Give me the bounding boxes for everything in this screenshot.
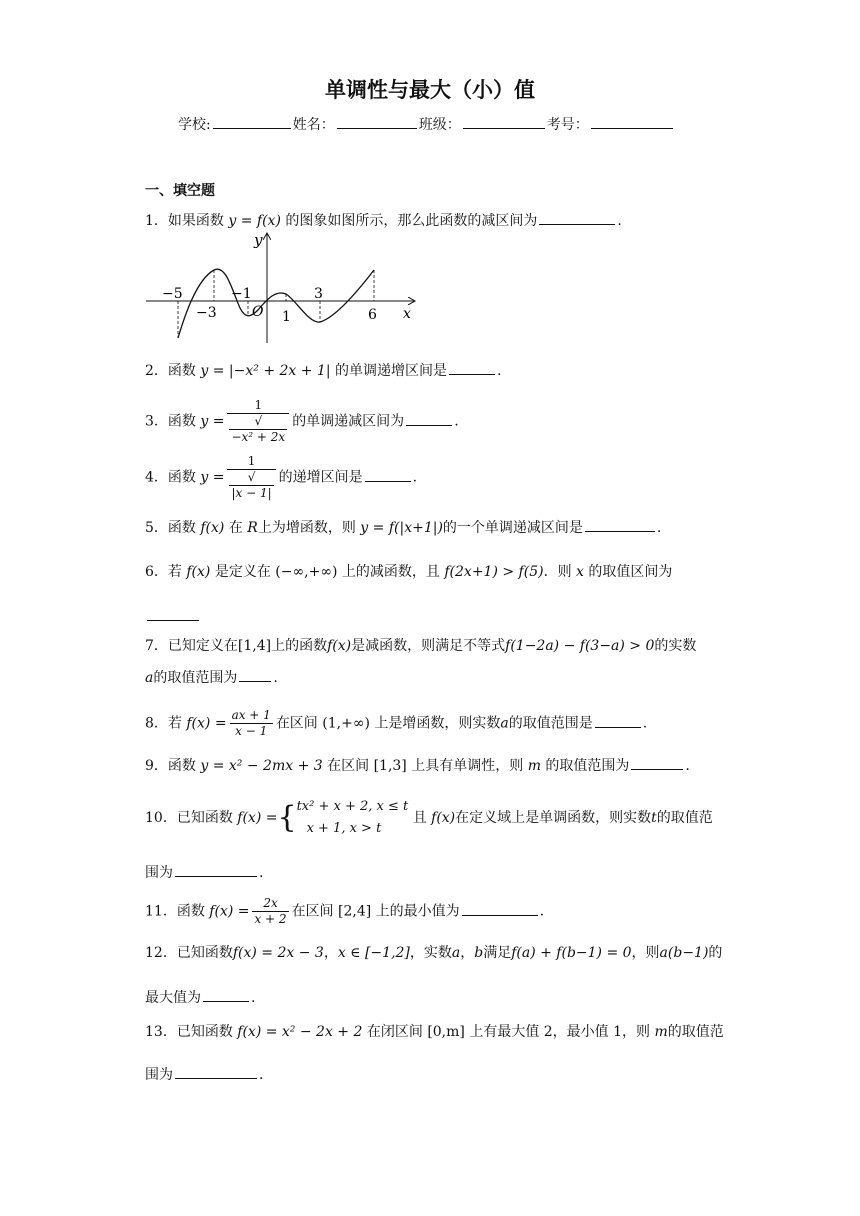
number-blank[interactable]	[591, 114, 673, 129]
answer-blank[interactable]	[203, 987, 249, 1002]
question-5: 5．函数 f(x) 在 R上为增函数，则 y = f(|x+1|)的一个单调递减区间是 .	[145, 517, 661, 538]
question-13: 13．已知函数 f(x) = x² − 2x + 2 在闭区间 [0,m] 上有最大值 2，最小值 1，则 m的取值范	[145, 1024, 724, 1040]
name-blank[interactable]	[337, 114, 417, 129]
answer-blank[interactable]	[406, 411, 452, 426]
answer-blank[interactable]	[365, 467, 411, 482]
student-info-line	[178, 114, 675, 134]
class-blank[interactable]	[463, 114, 545, 129]
tick-label-6: 6	[368, 307, 377, 323]
answer-blank[interactable]	[539, 210, 615, 225]
question-12: 12．已知函数f(x) = 2x − 3，x ∈ [−1,2]，实数a，b满足f(a) + f(b−1) = 0，则a(b−1)的	[145, 945, 723, 961]
answer-blank[interactable]	[595, 713, 641, 728]
question-7: 7．已知定义在[1,4]上的函数f(x)是减函数，则满足不等式f(1−2a) − f(3−a) > 0的实数	[145, 638, 697, 654]
function-curve	[178, 269, 374, 338]
class-label: 班级：	[418, 117, 461, 133]
question-10: 10．已知函数 f(x) ={ tx² + x + 2, x ≤ t x + 1, x > t 且 f(x)在定义域上是单调函数，则实数t的取值范	[145, 799, 713, 836]
tick-label-1: 1	[282, 309, 291, 325]
origin-label: O	[252, 304, 264, 320]
question-13-line2: 围为 .	[145, 1064, 263, 1085]
school-label: 学校:	[178, 117, 211, 133]
question-3: 3．函数 y = 1 √ −x² + 2x 的单调递减区间为 .	[145, 398, 459, 444]
answer-blank[interactable]	[147, 606, 199, 621]
name-label: 姓名：	[292, 117, 335, 133]
answer-blank[interactable]	[462, 901, 538, 916]
section-heading: 一、填空题	[145, 183, 215, 199]
question-9: 9．函数 y = x² − 2mx + 3 在区间 [1,3] 上具有单调性，则 m 的取值范围为 .	[145, 755, 690, 776]
school-blank[interactable]	[213, 114, 291, 129]
question-8: 8．若 f(x) = $\frac{ax + 1}{x - 1}$ 在区间 (1,+∞) 上是增函数，则实数a的取值范围是 .	[145, 708, 648, 738]
number-label: 考号：	[546, 117, 589, 133]
y-axis-label: y	[254, 231, 263, 249]
question-10-line2: 围为 .	[145, 862, 263, 883]
question-7-line2: a的取值范围为 .	[145, 667, 278, 688]
question-6-line2	[145, 606, 201, 627]
question-1: 1．如果函数 y = f(x) 的图象如图所示，那么此函数的减区间为 .	[145, 210, 622, 231]
question-4: 4．函数 y = 1 √ |x − 1| 的递增区间是 .	[145, 454, 418, 500]
answer-blank[interactable]	[239, 667, 271, 682]
page-title: 单调性与最大（小）值	[325, 78, 535, 102]
question-2: 2．函数 y = |−x² + 2x + 1| 的单调递增区间是 .	[145, 360, 501, 381]
tick-label-minus3: −3	[196, 305, 217, 321]
question-6: 6．若 f(x) 是定义在 (−∞,+∞) 上的减函数，且 f(2x+1) > f(5)．则 x 的取值区间为	[145, 564, 673, 580]
answer-blank[interactable]	[175, 1064, 257, 1079]
question-11: 11．函数 f(x) = $\frac{2x}{x + 2}$ 在区间 [2,4] 上的最小值为 .	[145, 896, 545, 926]
answer-blank[interactable]	[585, 517, 655, 532]
question-12-line2: 最大值为 .	[145, 987, 255, 1008]
tick-label-3: 3	[314, 286, 323, 302]
x-axis-label: x	[403, 306, 411, 322]
tick-label-minus1: −1	[231, 286, 252, 302]
function-graph	[144, 228, 424, 348]
answer-blank[interactable]	[449, 360, 495, 375]
tick-label-minus5: −5	[162, 286, 183, 302]
answer-blank[interactable]	[631, 755, 683, 770]
answer-blank[interactable]	[175, 862, 257, 877]
